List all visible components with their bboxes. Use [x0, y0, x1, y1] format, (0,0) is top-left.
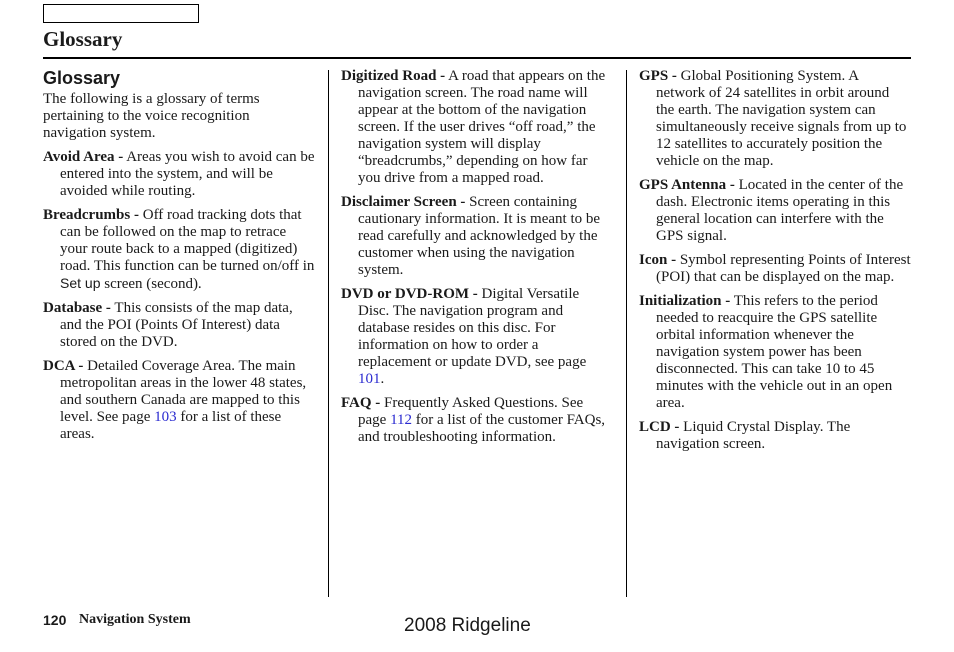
definition: This consists of the map data, and the POI (Points Of Interest) data stored on the DVD. — [60, 300, 293, 350]
page-link-101[interactable]: 101 — [358, 371, 381, 387]
definition-end: screen (second). — [100, 276, 202, 292]
definition: Symbol representing Points of Interest (POI) that can be displayed on the map. — [656, 252, 911, 285]
column-divider-1 — [328, 70, 329, 597]
column-3 — [639, 68, 911, 460]
glossary-entry-disclaimer-screen — [341, 194, 613, 279]
term: GPS Antenna - — [639, 177, 735, 193]
term: DCA - — [43, 358, 84, 374]
term: Breadcrumbs - — [43, 207, 139, 223]
glossary-entry-icon — [639, 252, 911, 286]
definition: Liquid Crystal Display. The navigation screen. — [656, 419, 851, 452]
definition: Off road tracking dots that can be followed on the map to retrace your route back to a mapped (digitized) road. This function can be turned on/off in — [60, 207, 315, 274]
glossary-entry-faq — [341, 395, 613, 446]
term: Digitized Road - — [341, 68, 446, 84]
page-link-103[interactable]: 103 — [154, 409, 177, 425]
definition: Screen containing cautionary information. It is meant to be read carefully and acknowledged by the customer when using the navigation system. — [358, 194, 601, 278]
definition-end: for a list of these areas. — [60, 409, 282, 442]
term: Database - — [43, 300, 111, 316]
definition: Located in the center of the dash. Electronic items operating in this general location can interfere with the GPS signal. — [656, 177, 904, 244]
setup-screen-name: Set up — [60, 275, 101, 291]
column-2 — [341, 68, 613, 453]
term: Disclaimer Screen - — [341, 194, 466, 210]
glossary-entry-digitized-road — [341, 68, 613, 187]
definition: This refers to the period needed to reacquire the GPS satellite orbital information whenever the navigation system power has been disconnected. This can take 10 to 45 minutes with the vehicle out in an open area. — [656, 293, 893, 411]
term: Avoid Area - — [43, 149, 124, 165]
glossary-entry-database — [43, 300, 315, 351]
definition: A road that appears on the navigation screen. The road name will appear at the bottom of the navigation screen. If the user drives “off road,” the navigation system will display “breadcrumbs,” depending on how far you drive from a mapped road. — [358, 68, 606, 186]
term: LCD - — [639, 419, 680, 435]
definition: Global Positioning System. A network of 24 satellites in orbit around the earth. The navigation system can simultaneously receive signals from up to 12 satellites to accurately position the vehicle on the map. — [656, 68, 907, 169]
page-link-112[interactable]: 112 — [390, 412, 413, 428]
glossary-entry-gps-antenna — [639, 177, 911, 245]
term: FAQ - — [341, 395, 381, 411]
glossary-entry-breadcrumbs — [43, 207, 315, 293]
page-number: 120 — [43, 612, 67, 628]
section-heading: Glossary — [43, 68, 121, 88]
definition-end: . — [380, 371, 385, 387]
definition: Digital Versatile Disc. The navigation program and database resides on this disc. For information on how to order a replacement or update DVD, see page — [358, 286, 587, 370]
glossary-entry-gps — [639, 68, 911, 170]
term: GPS - — [639, 68, 677, 84]
footer-model-name: 2008 Ridgeline — [404, 615, 531, 636]
column-divider-2 — [626, 70, 627, 597]
term: Icon - — [639, 252, 677, 268]
glossary-entry-avoid-area — [43, 149, 315, 200]
intro-paragraph: The following is a glossary of terms pertaining to the voice recognition navigation system. — [43, 91, 260, 141]
column-1 — [43, 68, 315, 450]
glossary-entry-initialization — [639, 293, 911, 412]
glossary-entry-dca — [43, 358, 315, 443]
page-title: Glossary — [43, 27, 123, 51]
footer-section-name: Navigation System — [79, 612, 191, 627]
definition: Detailed Coverage Area. The main metropolitan areas in the lower 48 states, and southern Canada are mapped to this level. See page — [60, 358, 307, 425]
glossary-entry-dvd — [341, 286, 613, 388]
term: DVD or DVD-ROM - — [341, 286, 478, 302]
definition: Areas you wish to avoid can be entered into the system, and will be avoided while routing. — [60, 149, 315, 199]
header-tab-box — [43, 4, 199, 23]
term: Initialization - — [639, 293, 731, 309]
glossary-entry-lcd — [639, 419, 911, 453]
header-divider — [43, 57, 911, 59]
definition-end: for a list of the customer FAQs, and troubleshooting information. — [358, 412, 606, 445]
definition: Frequently Asked Questions. See page — [358, 395, 584, 428]
